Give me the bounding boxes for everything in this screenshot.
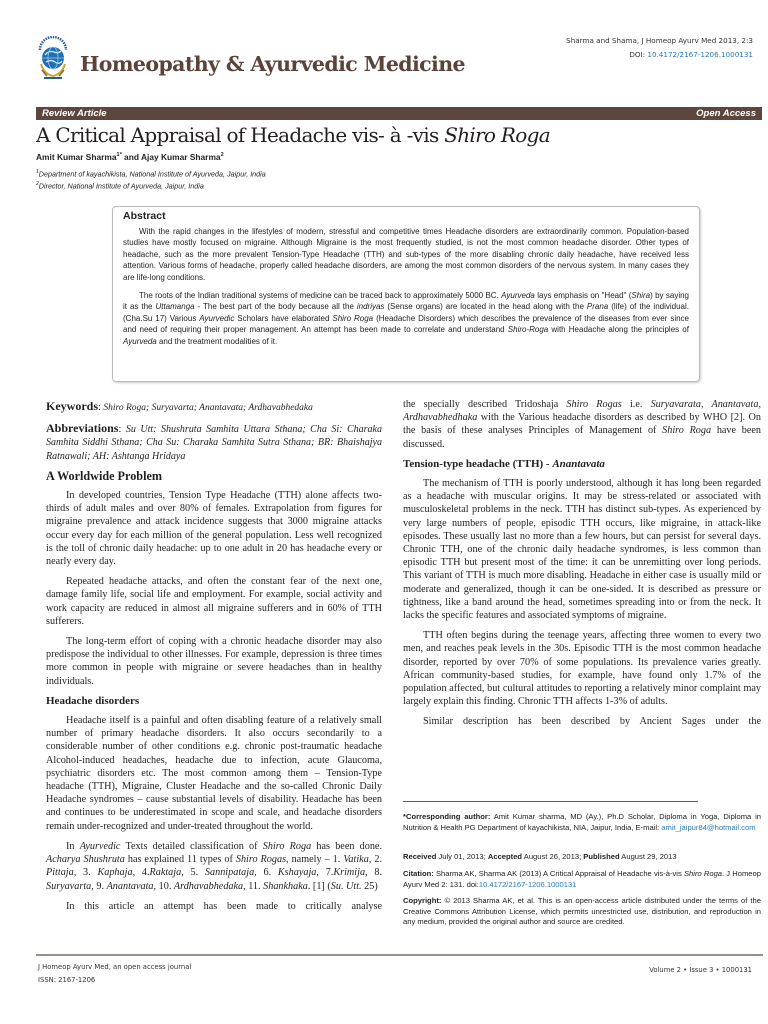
- footer-divider: [36, 954, 763, 956]
- abbreviations-label: Abbreviations: [46, 421, 119, 436]
- author-conjunction: and: [121, 152, 141, 162]
- keywords-list: Shiro Roga; Suryavarta; Anantavata; Ardhavabhedaka: [103, 403, 313, 413]
- footer-volume-info: Volume 2 • Issue 3 • 1000131: [649, 966, 752, 974]
- top-citation: [566, 34, 753, 62]
- abbreviations-list: Su Utt: Shushruta Samhita Uttara Sthana; Cha Si: Charaka Samhita Siddhi Sthana; Cha Su: Charaka Samhita Sutra Sthana; BR: Bhaishajya Ratnawali; AH: Ashtanga Hridaya: [46, 424, 382, 462]
- citation-note: Citation: Sharma AK, Sharma AK (2013) A Critical Appraisal of Headache vis-à-vis Shiro Roga. J Homeop Ayurv Med 2: 131. doi:10.4172/2167-1206.1000131: [403, 869, 761, 889]
- article-title: [36, 123, 550, 147]
- footer-journal-info: [38, 961, 191, 987]
- corresponding-author-label: *Corresponding author:: [403, 812, 491, 821]
- abstract-paragraph-1: With the rapid changes in the lifestyles of modern, stressful and competitive times Headache disorders are extraordinarily common. Population-based studies have mostly focused on migraine. Although Migraine is the most frequently studied, is not the most common headache disorder. Other types of headache, such as the more prevalent Tension-Type Headache (TTH) and sub-types of the more disabling chronic daily headache, have received less attention. Various forms of headache, properly called headache disorders, are among the most common disorders of the nervous system. In many cases they are life-long conditions.: [123, 226, 689, 282]
- keywords-label: Keywords: [46, 399, 98, 413]
- publisher-logo-icon: [36, 36, 70, 86]
- paragraph: Repeated headache attacks, and often the constant fear of the next one, damage family life, social life and employment. For example, social activity and work capacity are reduced in almost all migraine sufferers and in 60% of TTH sufferers.: [46, 576, 382, 627]
- author-1-sup: 1*: [116, 152, 122, 159]
- footer-journal-line: J Homeop Ayurv Med, an open access journal: [38, 963, 192, 971]
- paragraph: In developed countries, Tension Type Headache (TTH) alone affects two-thirds of adult males and over 80% of females. Extrapolation from figures for migraine prevalence and attack incidence suggests that 3000 migraine attacks occur every day for each million of the general population. Less well recognized is the toll of chronic daily headache: up to one adult in 20 has headache every or nearly every day.: [46, 490, 382, 568]
- section-heading-headache-disorders: Headache disorders: [46, 694, 140, 707]
- section-heading-worldwide-problem: A Worldwide Problem: [46, 468, 163, 483]
- copyright-note: Copyright: © 2013 Sharma AK, et al. This is an open-access article distributed under the terms of the Creative Commons Attribution License, which permits unrestricted use, distribution, and reproduction in any medium, provided the original author and source are credited.: [403, 896, 761, 927]
- section-heading-tension-type: Tension-type headache (TTH) - Anantavata: [403, 457, 605, 470]
- footnote-divider: [403, 801, 698, 802]
- doi-line: [566, 48, 753, 62]
- paragraph: Headache itself is a painful and often disabling feature of a relatively small number of primary headache disorders. It also occurs secondarily to a considerable number of other conditions e.g. chronic post-traumatic headache Alcohol-induced headaches, headache due to infection, acute Glaucoma, psychiatric disorders etc. The most common among them – Tension-Type headache (TTH), Migraine, Cluster Headache and the so-called Chronic Daily Headache syndromes – cause substantial levels of disability. Headache has been and continues to be underestimated in scope and scale, and headache disorders remain under-recognized and under-treated throughout the world.: [46, 715, 382, 832]
- affiliation-sup: 1: [36, 169, 39, 175]
- affiliation-text: Department of kayachikista, National Institute of Ayurveda, Jaipur, India: [38, 169, 266, 179]
- paragraph: Similar description has been described by Ancient Sages under the: [423, 716, 761, 728]
- abstract-paragraph-2: The roots of the Indian traditional systems of medicine can be traced back to approximately 5000 BC. Ayurveda lays emphasis on "Head" (Shira) by saying it as the Uttamanga - The best part of the body because all the indriyas (Sense organs) are located in the head along with the Prana (life) of the individual. (Cha.Su 17) Various Ayurvedic Scholars have elaborated Shiro Roga (Headache Disorders) which describes the prevalence of the diseases from ever since and need of requiring their proper management. An attempt has been made to correlate and understand Shiro-Roga with Headache along the principles of Ayurveda and the treatment modalities of it.: [123, 290, 689, 346]
- author-1: Amit Kumar Sharma: [36, 152, 117, 162]
- abbreviations: Abbreviations: Su Utt: Shushruta Samhita Uttara Sthana; Cha Si: Charaka Samhita Siddhi Sthana; Cha Su: Charaka Samhita Sutra Sthana; BR: Bhaishajya Ratnawali; AH: Ashtanga Hridaya: [46, 421, 382, 462]
- paragraph: TTH often begins during the teenage years, affecting three women to every two men, and reaches peak levels in the 30s. Episodic TTH is the most common headache disorder, reported by over 70% of some populations. Its prevalence varies greatly. African community-based studies, for example, have found only 1.7% of the population affected, but cultural attitudes to reporting a relatively minor complaint may largely explain this finding. Chronic TTH affects 1-3% of adults.: [403, 630, 761, 708]
- journal-title: Homeopathy & Ayurvedic Medicine: [80, 52, 465, 76]
- abstract-box: [112, 206, 700, 382]
- author-2: Ajay Kumar Sharma: [140, 152, 221, 162]
- open-access-label: Open Access: [696, 108, 756, 119]
- title-italic: Shiro Roga: [444, 123, 550, 147]
- footer-issn: ISSN: 2167-1206: [38, 976, 96, 984]
- affiliation-1: [36, 169, 266, 178]
- corresponding-author-note: *Corresponding author: Amit Kumar sharma, MD (Ay.), Ph.D Scholar, Diploma in Yoga, Diploma in Nutrition & Health PG Department of kayachikista, NIA, Jaipur, India, E-mail: amit_jaipur84@hotmail.com: [403, 812, 761, 832]
- authors: [36, 152, 224, 162]
- paragraph: The mechanism of TTH is poorly understood, although it has long been regarded as a headache with muscular origins. It may be stress-related or associated with musculoskeletal problems in the neck. TTH has distinct sub-types. As experienced by very large numbers of people, episodic TTH occurs, like migraine, in attack-like episodes. These usually last no more than a few hours, but can persist for several days. Chronic TTH, one of the chronic daily headache syndromes, is less common than episodic TTH but present most of the time: it can be unremitting over long periods. This variant of TTH is much more disabling. Headache in either case is usually mild or moderate and generalized, though it can be one-sided. It is described as pressure or tightness, like a band around the head, sometimes spreading into or from the neck. It lacks the specific features and associated symptoms of migraine.: [403, 478, 761, 622]
- article-type-banner: [36, 107, 762, 120]
- affiliation-sup: 2: [36, 181, 39, 187]
- abstract-heading: Abstract: [123, 210, 166, 222]
- citation-doi-link[interactable]: 10.4172/2167-1206.1000131: [478, 879, 577, 889]
- doi-link[interactable]: 10.4172/2167-1206.1000131: [647, 50, 753, 59]
- author-2-sup: 2: [220, 152, 224, 159]
- citation-line: Sharma and Shama, J Homeop Ayurv Med 2013, 2:3: [566, 36, 753, 45]
- doi-label: DOI:: [629, 50, 646, 59]
- keywords: Keywords: Shiro Roga; Suryavarta; Anantavata; Ardhavabhedaka: [46, 399, 313, 413]
- review-article-label: Review Article: [42, 108, 107, 119]
- right-column: [403, 398, 761, 736]
- title-main: A Critical Appraisal of Headache vis- à -vis: [36, 123, 445, 147]
- affiliation-text: Director, National Institute of Ayurveda, Jaipur, India: [38, 181, 204, 191]
- paragraph: the specially described Tridoshaja Shiro Rogas i.e. Suryavarata, Anantavata, Ardhavabhedhaka with the Various headache disorders as described by WHO [2]. On the basis of these analyses Principles of Management of Shiro Roga have been discussed.: [403, 399, 762, 450]
- left-column: [46, 400, 382, 920]
- paragraph: In this article an attempt has been made to critically analyse: [66, 900, 382, 912]
- author-email-link[interactable]: amit_jaipur84@hotmail.com: [661, 822, 756, 832]
- paragraph: The long-term effort of coping with a chronic headache disorder may also predispose the individual to other illnesses. For example, depression is three times more common in people with migraine or severe headaches than in healthy individuals.: [46, 636, 382, 687]
- paragraph-classification: In Ayurvedic Texts detailed classification of Shiro Roga has been done. Acharya Shushruta has explained 11 types of Shiro Rogas, namely – 1. Vatika, 2. Pittaja, 3. Kaphaja, 4.Raktaja, 5. Sannipataja, 6. Kshayaja, 7.Krimija, 8. Suryavarta, 9. Anantavata, 10. Ardhavabhedaka, 11. Shankhaka. [1] (Su. Utt. 25): [46, 840, 382, 892]
- dates-note: Received July 01, 2013; Accepted August 26, 2013; Published August 29, 2013: [403, 852, 677, 861]
- affiliation-2: [36, 181, 204, 190]
